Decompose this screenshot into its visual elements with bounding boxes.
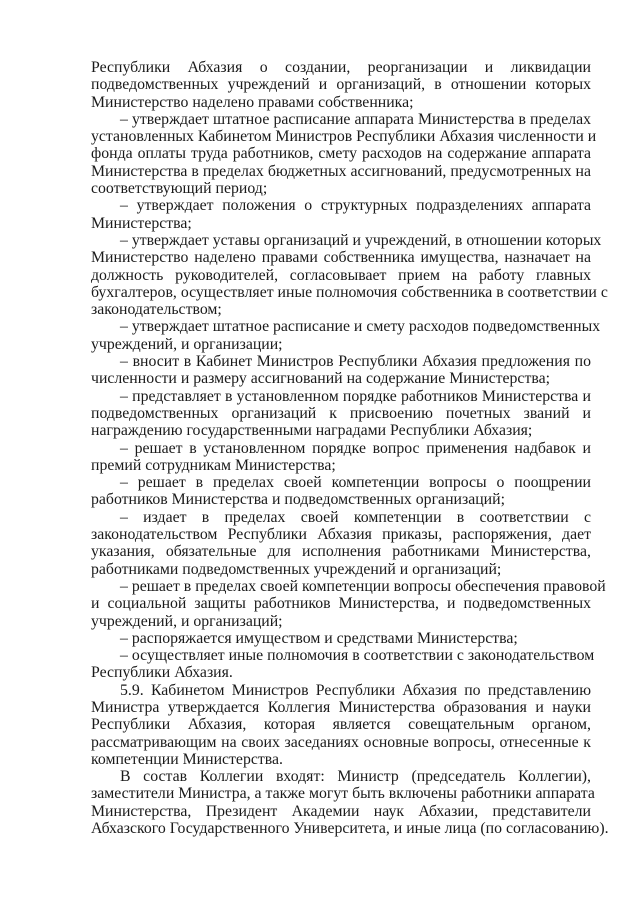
paragraph [91, 509, 591, 578]
text-line: – вносит в Кабинет Министров Республики Абхазия предложения по [120, 353, 591, 371]
text-line: – распоряжается имуществом и средствами Министерства; [120, 629, 518, 647]
text-line: – утверждает штатное расписание аппарата Министерства в пределах [120, 110, 591, 128]
text-line: Министерство наделено правами собственника имущества, назначает на [91, 249, 591, 267]
text-line: – утверждает уставы организаций и учреждений, в отношении которых [120, 231, 602, 249]
text-line: работников Министерства и подведомственных организаций; [91, 491, 505, 509]
paragraph [91, 59, 591, 111]
text-line: 5.9. Кабинетом Министров Республики Абхазия по представлению [120, 681, 591, 699]
text-line: должность руководителей, согласовывает прием на работу главных [91, 266, 591, 284]
text-line: работниками подведомственных учреждений и организаций; [91, 560, 502, 578]
text-line: – представляет в установленном порядке работников Министерства и [120, 387, 591, 405]
text-line: – утверждает штатное расписание и смету расходов подведомственных [120, 318, 601, 336]
paragraph [91, 474, 591, 509]
text-line: и социальной защиты работников Министерства, и подведомственных [91, 595, 591, 613]
paragraph [91, 440, 591, 475]
text-line: Министерства; [91, 214, 192, 232]
text-line: Министерство наделено правами собственника; [91, 93, 414, 111]
text-line: Министра утверждается Коллегия Министерства образования и науки [91, 698, 591, 716]
text-line: – утверждает положения о структурных подразделениях аппарата [120, 197, 591, 215]
text-line: Министерства, Президент Академии наук Абхазии, представители [91, 802, 591, 820]
text-line: учреждений, и организаций; [91, 612, 283, 630]
paragraph [91, 197, 591, 232]
paragraph [91, 630, 591, 647]
paragraph [91, 682, 591, 768]
text-line: соответствующий период; [91, 180, 268, 198]
text-line: Министерства в пределах бюджетных ассигнований, предусмотренных на [91, 162, 591, 180]
text-line: законодательством; [91, 301, 222, 319]
text-line: законодательством Республики Абхазия приказы, распоряжения, дает [91, 526, 591, 544]
paragraph [91, 647, 595, 682]
text-line: – решает в пределах своей компетенции вопросы обеспечения правовой [120, 577, 606, 595]
text-line: заместители Министра, а также могут быть включены работники аппарата [91, 785, 595, 803]
text-line: бухгалтеров, осуществляет иные полномочия собственника в соответствии с [91, 283, 608, 301]
paragraph [91, 577, 606, 630]
text-line: премий сотрудникам Министерства; [91, 456, 336, 474]
text-line: – решает в установленном порядке вопрос применения надбавок и [120, 439, 591, 457]
paragraph [91, 110, 597, 198]
text-line: – решает в пределах своей компетенции вопросы о поощрении [120, 474, 591, 492]
paragraph [91, 318, 601, 353]
text-line: награждению государственными наградами Республики Абхазия; [91, 422, 533, 440]
text-line: указания, обязательные для исполнения работниками Министерства, [91, 543, 591, 561]
paragraph [91, 231, 608, 319]
document-page [91, 59, 609, 838]
paragraph [91, 768, 609, 838]
text-line: Республики Абхазия о создании, реорганизации и ликвидации [91, 59, 591, 76]
text-line: – издает в пределах своей компетенции в соответствии с [120, 508, 591, 526]
paragraph [91, 388, 591, 440]
text-line: Республики Абхазия, которая является совещательным органом, [91, 716, 591, 734]
text-line: В состав Коллегии входят: Министр (председатель Коллегии), [120, 768, 591, 786]
text-line: численности и размеру ассигнований на содержание Министерства; [91, 370, 550, 388]
text-line: учреждений, и организации; [91, 335, 283, 353]
text-line: фонда оплаты труда работников, смету расходов на содержание аппарата [91, 145, 591, 163]
text-line: рассматривающим на своих заседаниях основные вопросы, отнесенные к [91, 733, 591, 751]
text-line: компетенции Министерства. [91, 750, 283, 768]
text-line: установленных Кабинетом Министров Республики Абхазия численности и [91, 128, 597, 146]
text-line: подведомственных организаций к присвоению почетных званий и [91, 404, 591, 422]
text-line: подведомственных учреждений и организаций, в отношении которых [91, 76, 591, 94]
text-line: – осуществляет иные полномочия в соответствии с законодательством [120, 647, 595, 665]
text-line: Республики Абхазия. [91, 664, 233, 682]
text-line: Абхазского Государственного Университета, и иные лица (по согласованию). [91, 820, 609, 838]
paragraph [91, 353, 591, 388]
